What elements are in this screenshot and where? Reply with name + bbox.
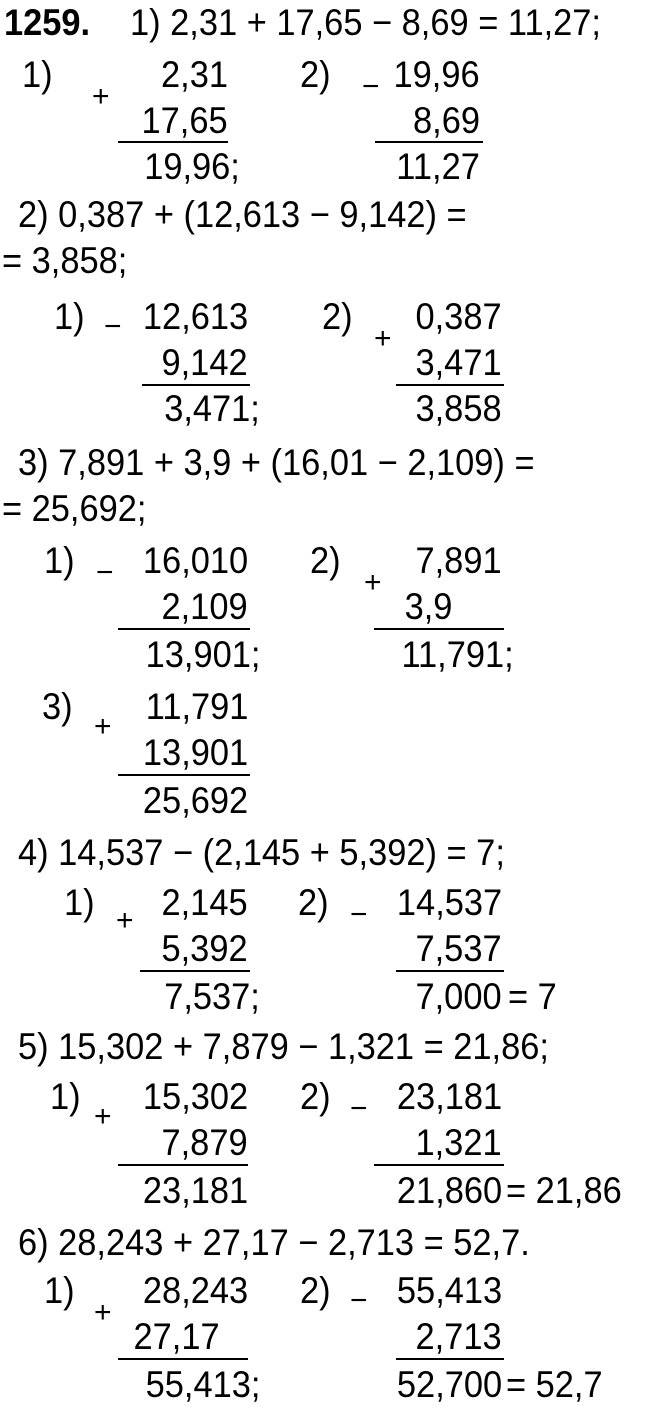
part-2-equation: 2) 0,387 + (12,613 − 9,142) = (18, 194, 467, 235)
operand-b: 13,901 (142, 732, 248, 773)
result: 7,537; (164, 976, 260, 1017)
operand-a: 16,010 (142, 540, 248, 581)
result-simplified: = 21,86 (506, 1170, 622, 1211)
sum-line (374, 628, 504, 630)
calc-label: 2) (298, 882, 329, 923)
calc-label: 1) (64, 882, 95, 923)
plus-sign: + (116, 904, 134, 937)
calc-label: 2) (300, 1076, 331, 1117)
minus-sign: − (350, 1284, 368, 1317)
operand-b: 5,392 (161, 928, 248, 969)
operand-b: 27,17 (133, 1316, 220, 1357)
sum-line (118, 774, 250, 776)
plus-sign: + (94, 1296, 112, 1329)
calc-label: 1) (22, 54, 53, 95)
operand-a: 2,31 (161, 54, 228, 95)
difference-line (118, 628, 250, 630)
sum-line (118, 1164, 248, 1166)
minus-sign: − (350, 1092, 368, 1125)
operand-a: 11,791 (145, 686, 248, 727)
operand-b: 9,142 (161, 342, 248, 383)
operand-a: 0,387 (415, 296, 502, 337)
calc-label: 2) (300, 1270, 331, 1311)
difference-line (142, 384, 250, 386)
result: 11,27 (396, 146, 480, 187)
plus-sign: + (92, 80, 110, 113)
part-6-equation: 6) 28,243 + 27,17 − 2,713 = 52,7. (18, 1222, 530, 1263)
sum-line (396, 384, 504, 386)
part-5-equation: 5) 15,302 + 7,879 − 1,321 = 21,86; (18, 1026, 549, 1067)
operand-b: 7,537 (415, 928, 502, 969)
part-2-equation-cont: = 3,858; (2, 240, 128, 281)
difference-line (375, 141, 483, 143)
operand-a: 23,181 (396, 1076, 502, 1117)
operand-b: 3,9 (404, 586, 452, 627)
operand-b: 3,471 (415, 342, 502, 383)
part-4-equation: 4) 14,537 − (2,145 + 5,392) = 7; (18, 832, 505, 873)
operand-b: 2,109 (161, 586, 248, 627)
operand-a: 2,145 (161, 882, 248, 923)
plus-sign: + (94, 1100, 112, 1133)
result: 13,901; (145, 634, 260, 675)
sum-line (118, 141, 228, 143)
sum-line (118, 1358, 248, 1360)
calc-label: 3) (42, 686, 73, 727)
operand-a: 12,613 (142, 296, 248, 337)
part-3-equation-cont: = 25,692; (2, 488, 147, 529)
result: 7,000 (415, 976, 502, 1017)
operand-b: 2,713 (415, 1316, 502, 1357)
result: 19,96; (144, 146, 240, 187)
sum-line (140, 970, 250, 972)
calc-label: 1) (44, 540, 75, 581)
calc-label: 2) (322, 296, 353, 337)
calc-label: 2) (310, 540, 341, 581)
operand-a: 55,413 (396, 1270, 502, 1311)
difference-line (396, 1358, 504, 1360)
result: 55,413; (145, 1364, 260, 1405)
difference-line (374, 1164, 504, 1166)
problem-number: 1259. (4, 2, 91, 43)
minus-sign: − (350, 898, 368, 931)
operand-a: 15,302 (142, 1076, 248, 1117)
calc-label: 1) (44, 1270, 75, 1311)
result-simplified: = 52,7 (506, 1364, 603, 1405)
plus-sign: + (374, 322, 392, 355)
minus-sign: − (362, 70, 380, 103)
calc-label: 1) (54, 296, 85, 337)
result-simplified: = 7 (508, 976, 557, 1017)
plus-sign: + (364, 566, 382, 599)
operand-a: 7,891 (415, 540, 502, 581)
operand-b: 7,879 (161, 1122, 248, 1163)
result: 3,471; (164, 388, 260, 429)
calc-label: 2) (300, 54, 331, 95)
result: 11,791; (401, 634, 514, 675)
part-1-equation: 1) 2,31 + 17,65 − 8,69 = 11,27; (130, 2, 601, 43)
result: 3,858 (415, 388, 502, 429)
result: 52,700 (396, 1364, 502, 1405)
operand-a: 14,537 (396, 882, 502, 923)
result: 21,860 (396, 1170, 502, 1211)
result: 23,181 (142, 1170, 248, 1211)
minus-sign: − (104, 310, 122, 343)
operand-b: 17,65 (141, 100, 228, 141)
result: 25,692 (142, 780, 248, 821)
operand-a: 28,243 (142, 1270, 248, 1311)
calc-label: 1) (50, 1076, 81, 1117)
plus-sign: + (94, 710, 112, 743)
minus-sign: − (96, 556, 114, 589)
part-3-equation: 3) 7,891 + 3,9 + (16,01 − 2,109) = (18, 442, 535, 483)
operand-a: 19,96 (393, 54, 480, 95)
difference-line (396, 970, 504, 972)
operand-b: 1,321 (415, 1122, 502, 1163)
operand-b: 8,69 (413, 100, 480, 141)
